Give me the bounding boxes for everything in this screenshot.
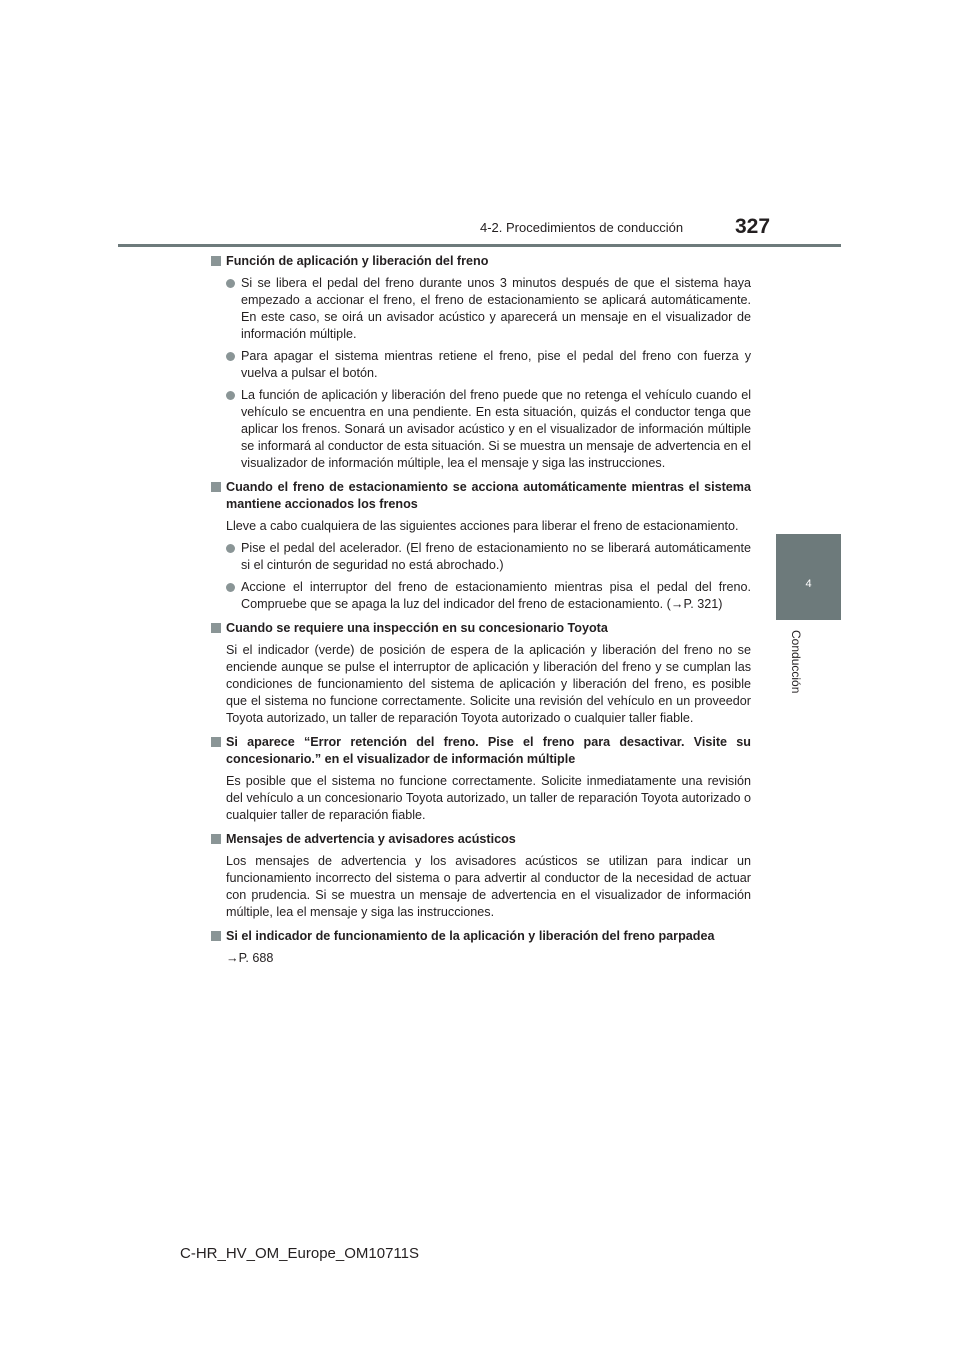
section-heading: [211, 928, 751, 945]
page-body: [211, 253, 751, 967]
list-item-text: Accione el interruptor del freno de estacionamiento mientras pisa el pedal del freno. Compruebe que se apaga la luz del indicador del freno de estacionamiento. (→P. 321): [241, 580, 751, 611]
circle-bullet-icon: [226, 544, 235, 553]
section-paragraph: Si el indicador (verde) de posición de espera de la aplicación y liberación del freno no se enciende aunque se pulse el interruptor de aplicación y liberación del freno y se cumplan las condiciones de funcionamiento del sistema de aplicación y liberación del freno, es posible que el sistema no funcione correctamente. Solicite una revisión del vehículo en un proveedor Toyota autorizado, un taller de reparación Toyota autorizado o cualquier taller fiable.: [226, 643, 751, 725]
page-reference: →P. 688: [226, 951, 274, 965]
section-paragraph: Es posible que el sistema no funcione correctamente. Solicite inmediatamente una revisión del vehículo a un concesionario Toyota autorizado, un taller de reparación Toyota autorizado o cualquier taller de reparación fiable.: [226, 774, 751, 822]
section-heading: [211, 479, 751, 513]
list-item-text: Pise el pedal del acelerador. (El freno de estacionamiento no se liberará automáticamente si el cinturón de seguridad no está abrochado.): [241, 541, 751, 572]
page-number: 327: [735, 215, 771, 238]
section-title: Cuando el freno de estacionamiento se acciona automáticamente mientras el sistema mantiene accionados los frenos: [226, 480, 751, 511]
list-item: [226, 579, 751, 613]
circle-bullet-icon: [226, 583, 235, 592]
circle-bullet-icon: [226, 352, 235, 361]
square-bullet-icon: [211, 931, 221, 941]
section-title: Si aparece “Error retención del freno. Pise el freno para desactivar. Visite su concesionario.” en el visualizador de información múltiple: [226, 735, 751, 766]
section-title: Mensajes de advertencia y avisadores acústicos: [226, 832, 516, 846]
document-code: C-HR_HV_OM_Europe_OM10711S: [180, 1245, 419, 1262]
chapter-tab-number: 4: [805, 578, 812, 590]
square-bullet-icon: [211, 737, 221, 747]
section-heading: [211, 253, 751, 270]
section-title: Si el indicador de funcionamiento de la aplicación y liberación del freno parpadea: [226, 929, 715, 943]
section-heading: [211, 620, 751, 637]
square-bullet-icon: [211, 256, 221, 266]
list-item-text: Para apagar el sistema mientras retiene el freno, pise el pedal del freno con fuerza y vuelva a pulsar el botón.: [241, 349, 751, 380]
section-title: Cuando se requiere una inspección en su concesionario Toyota: [226, 621, 608, 635]
list-item: [226, 387, 751, 472]
circle-bullet-icon: [226, 391, 235, 400]
section-heading: [211, 734, 751, 768]
square-bullet-icon: [211, 834, 221, 844]
square-bullet-icon: [211, 623, 221, 633]
section-paragraph: Los mensajes de advertencia y los avisadores acústicos se utilizan para indicar un funcionamiento incorrecto del sistema o para advertir al conductor de la necesidad de actuar con prudencia. Si se muestra un mensaje de advertencia en el visualizador de información múltiple, lea el mensaje y siga las instrucciones.: [226, 854, 751, 919]
list-item: [226, 348, 751, 382]
section-heading: [211, 831, 751, 848]
square-bullet-icon: [211, 482, 221, 492]
list-item-text: Si se libera el pedal del freno durante unos 3 minutos después de que el sistema haya empezado a accionar el freno, el freno de estacionamiento se aplicará automáticamente. En este caso, se oirá un avisador acústico y aparecerá un mensaje en el visualizador de información múltiple.: [241, 276, 751, 341]
header-rule: [118, 244, 841, 247]
list-item: [226, 540, 751, 574]
section-title: Función de aplicación y liberación del freno: [226, 254, 489, 268]
circle-bullet-icon: [226, 279, 235, 288]
list-item: [226, 275, 751, 343]
running-header-section: 4-2. Procedimientos de conducción: [480, 220, 684, 235]
section-paragraph: Lleve a cabo cualquiera de las siguientes acciones para liberar el freno de estacionamiento.: [226, 519, 739, 533]
chapter-tab-label: Conducción: [789, 630, 803, 694]
list-item-text: La función de aplicación y liberación del freno puede que no retenga el vehículo cuando el vehículo se encuentra en una pendiente. En esta situación, quizás el conductor tenga que aplicar los frenos. Sonará un avisador acústico y en el visualizador de información múltiple se informará al conductor de esta situación. Si se muestra un mensaje de advertencia en el visualizador de información múltiple, lea el mensaje y siga las instrucciones.: [241, 388, 751, 470]
chapter-tab: [776, 534, 841, 620]
